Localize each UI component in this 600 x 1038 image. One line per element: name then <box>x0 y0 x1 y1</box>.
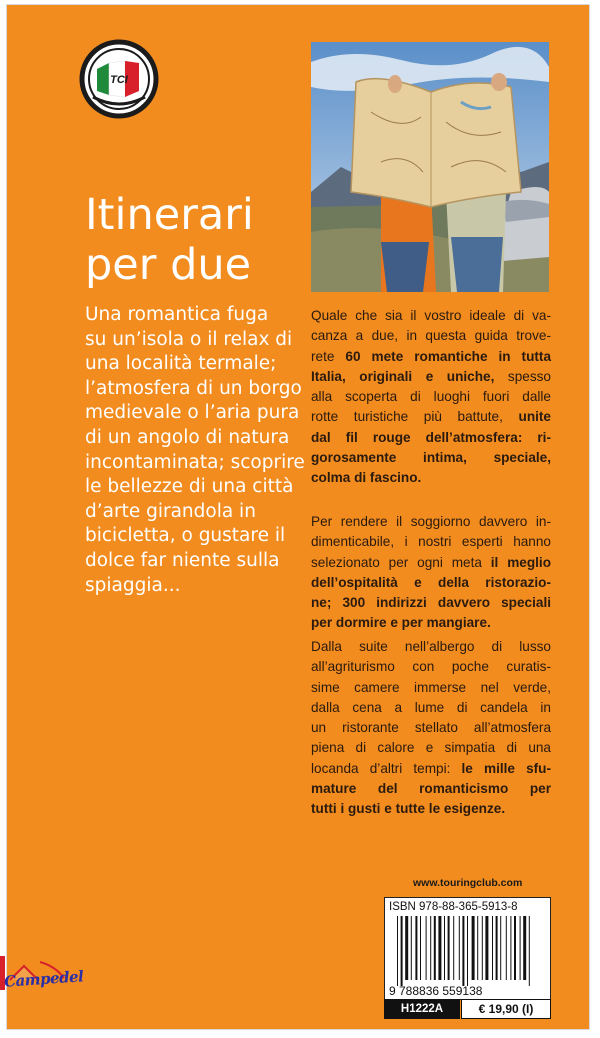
barcode-bar <box>453 916 454 980</box>
price-label: € 19,90 (I) <box>461 999 551 1019</box>
highlight-text: il meglio <box>490 554 552 570</box>
barcode-bar <box>514 916 516 980</box>
intro-line: l’atmosfera di un borgo <box>85 377 302 399</box>
barcode-bar <box>477 916 478 980</box>
barcode-digits: 9 788836 559138 <box>389 984 483 998</box>
barcode-bar <box>411 916 412 980</box>
barcode-bar <box>472 916 475 980</box>
text-span: canza a due, in questa guida trove- <box>311 328 551 344</box>
barcode-bar <box>434 916 436 980</box>
text-span: selezionato per ogni meta <box>311 554 491 570</box>
price-row <box>384 999 551 1019</box>
intro-line: dolce far niente sulla <box>85 549 280 571</box>
highlight-text: le mille sfu- <box>461 760 552 776</box>
intro-line: bicicletta, o gustare il <box>85 525 286 547</box>
book-back-cover <box>6 4 590 1030</box>
barcode-bar <box>438 916 441 980</box>
text-span: sime camere immerse nel verde, <box>311 679 551 695</box>
barcode-bar <box>467 916 468 986</box>
text-span: locanda d’altri tempi: <box>311 760 462 776</box>
book-title <box>85 190 305 290</box>
isbn-number: ISBN 978-88-365-5913-8 <box>389 901 518 913</box>
barcode-bar <box>420 916 421 980</box>
highlight-text: unite <box>518 409 551 425</box>
highlight-text: Italia, originali e uniche, <box>311 368 495 384</box>
intro-line: medievale o l’aria pura <box>85 402 300 424</box>
intro-line: d’arte girandola in <box>85 500 256 522</box>
barcode-bar <box>523 916 526 980</box>
barcode-bar <box>401 916 403 986</box>
text-span: Dalla suite nell’albergo di lusso <box>311 639 551 654</box>
text-span: un ristorante stellato all’atmosfera <box>311 720 551 736</box>
couple-with-map-photo <box>311 42 549 292</box>
product-code: H1222A <box>384 999 460 1019</box>
intro-line: di un angolo di natura <box>85 426 290 448</box>
website-link[interactable]: www.touringclub.com <box>413 877 523 889</box>
highlight-text: per dormire e per mangiare. <box>311 615 491 631</box>
barcode-bar <box>485 916 488 980</box>
text-span: dimenticabile, i nostri esperti hanno <box>311 534 551 550</box>
tci-logo-text: TCI <box>110 74 128 86</box>
highlight-text: dell’ospitalità e della ristorazio- <box>311 574 551 590</box>
text-span: rete <box>311 348 346 364</box>
highlight-text: ne; 300 indirizzi davvero speciali <box>311 595 551 611</box>
text-span: spesso <box>494 368 551 384</box>
highlight-text: tutti i gusti e tutte le esigenze. <box>311 801 506 817</box>
barcode-bar <box>500 916 501 980</box>
tci-logo-icon <box>79 39 159 119</box>
barcode-bar <box>415 916 417 980</box>
text-span: piena di calore e simpatia di una <box>311 740 551 756</box>
barcode-bar <box>459 916 460 980</box>
intro-line: una località termale; <box>85 353 277 375</box>
barcode-bar <box>482 916 483 980</box>
barcode-bar <box>520 916 521 980</box>
barcode-bar <box>492 916 493 980</box>
text-span: alla scoperta di luoghi fuori dalle <box>311 389 551 405</box>
highlight-text: colma di fascino. <box>311 470 422 486</box>
isbn-barcode <box>384 897 551 1000</box>
barcode-bar <box>426 916 427 980</box>
paragraph-1 <box>311 306 551 489</box>
barcode-bar <box>510 916 511 980</box>
stamp-text: Campedel <box>3 967 84 991</box>
text-span: Per rendere il soggiorno davvero in- <box>311 514 551 529</box>
intro-line: Una romantica fuga <box>85 304 269 325</box>
barcode-bar <box>405 916 408 980</box>
intro-line: le bellezze di una città <box>85 476 294 498</box>
text-span: rotte turistiche più battute, <box>311 409 519 425</box>
intro-line: su un’isola o il relax di <box>85 328 293 350</box>
bookshop-stamp <box>0 956 84 1020</box>
intro-line: spiaggia... <box>85 574 181 596</box>
highlight-text: gorosamente intima, speciale, <box>311 450 551 466</box>
text-span: Quale che sia il vostro ideale di va- <box>311 308 551 323</box>
barcode-bar <box>529 916 530 986</box>
highlight-text: 60 mete romantiche in tutta <box>345 348 552 364</box>
barcode-bar <box>444 916 445 980</box>
intro-text <box>85 303 315 598</box>
barcode-bar <box>462 916 464 986</box>
barcode-bar <box>496 916 498 980</box>
barcode-bar <box>430 916 431 980</box>
paragraph-3 <box>311 637 551 820</box>
barcode-icon <box>385 898 550 999</box>
barcode-bar <box>506 916 507 980</box>
paragraph-2 <box>311 512 551 634</box>
intro-line: incontaminata; scoprire <box>85 451 305 473</box>
highlight-text: dal fil rouge dell’atmosfera: ri- <box>311 429 551 445</box>
highlight-text: mature del romanticismo per <box>311 781 551 797</box>
title-line: per due <box>85 240 252 290</box>
text-span: all’agriturismo con poche curatis- <box>311 659 551 675</box>
barcode-bar <box>448 916 450 980</box>
barcode-bar <box>397 916 398 986</box>
title-line: Itinerari <box>85 190 254 240</box>
text-span: dalla cena a lume di candela in <box>311 699 551 715</box>
